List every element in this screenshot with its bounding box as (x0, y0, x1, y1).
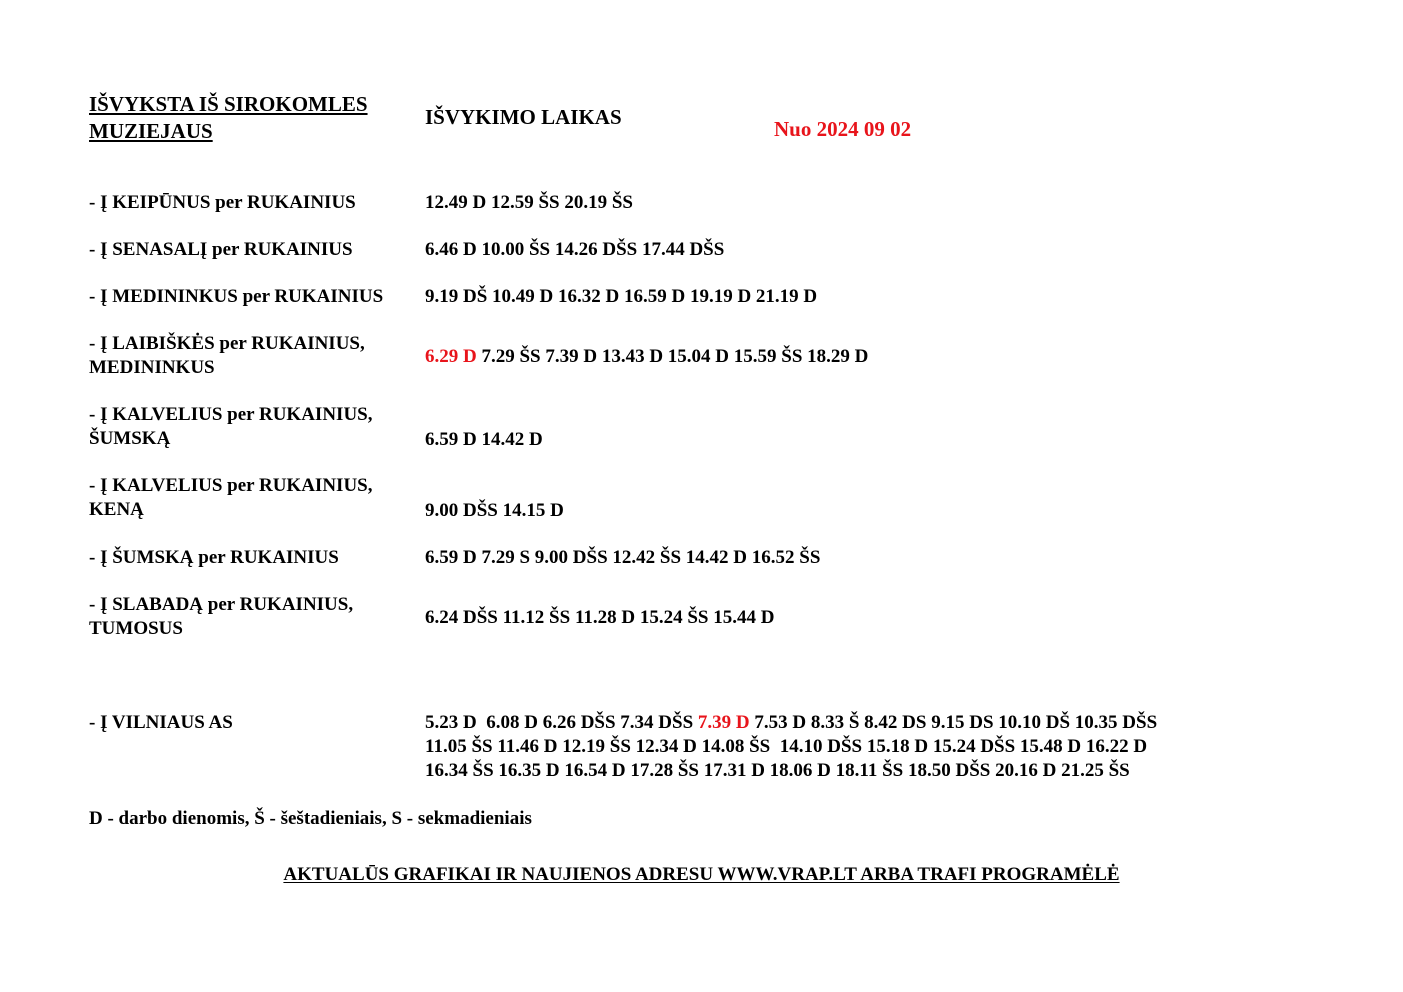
highlighted-time: 6.29 D (425, 346, 477, 367)
highlighted-time: 7.39 D (697, 712, 750, 733)
footer-text: AKTUALŪS GRAFIKAI IR NAUJIENOS ADRESU WWW.VRAP.LT ARBA TRAFI PROGRAMĖLĖ (283, 864, 1120, 885)
route-times: 9.19 DŠ 10.49 D 16.32 D 16.59 D 19.19 D 21.19 D (425, 286, 818, 307)
route-destination: - Į SLABADĄ per RUKAINIUS, TUMOSUS (89, 594, 354, 639)
route-times: 6.59 D 14.42 D (425, 429, 543, 450)
departure-heading (89, 91, 368, 145)
route-destination: - Į KEIPŪNUS per RUKAINIUS (89, 192, 356, 213)
route-destination: - Į KALVELIUS per RUKAINIUS, KENĄ (89, 475, 373, 520)
footer-notice (0, 863, 1403, 887)
departure-heading-line1: IŠVYKSTA IŠ SIROKOMLES (89, 92, 368, 116)
route-destination: - Į ŠUMSKĄ per RUKAINIUS (89, 547, 339, 568)
route-destination: - Į MEDININKUS per RUKAINIUS (89, 286, 384, 307)
departure-time-heading: IŠVYKIMO LAIKAS (425, 105, 622, 129)
route-times: 6.29 D 7.29 ŠS 7.39 D 13.43 D 15.04 D 15.59 ŠS 18.29 D (425, 346, 869, 367)
route-times: 5.23 D 6.08 D 6.26 DŠS 7.34 DŠS 7.39 D 7.53 D 8.33 Š 8.42 DS 9.15 DS 10.10 DŠ 10.35 DŠS 11.05 ŠS 11.46 D 12.19 ŠS 12.34 D 14.08 ŠS 14.10 DŠS 15.18 D 15.24 DŠS 15.48 D 16.22 D 16.34 ŠS 16.35 D 16.54 D 17.28 ŠS 17.31 D 18.06 D 18.11 ŠS 18.50 DŠS 20.16 D 21.25 ŠS (425, 712, 1158, 781)
route-times: 12.49 D 12.59 ŠS 20.19 ŠS (425, 192, 633, 213)
route-destination: - Į KALVELIUS per RUKAINIUS, ŠUMSKĄ (89, 404, 373, 449)
route-destination: - Į LAIBIŠKĖS per RUKAINIUS, MEDININKUS (89, 333, 365, 378)
route-destination: - Į SENASALĮ per RUKAINIUS (89, 239, 353, 260)
route-destination: - Į VILNIAUS AS (89, 712, 233, 733)
legend: D - darbo dienomis, Š - šeštadieniais, S - sekmadieniais (89, 808, 532, 829)
route-times: 6.46 D 10.00 ŠS 14.26 DŠS 17.44 DŠS (425, 239, 725, 260)
route-times: 6.59 D 7.29 S 9.00 DŠS 12.42 ŠS 14.42 D 16.52 ŠS (425, 547, 821, 568)
route-times: 6.24 DŠS 11.12 ŠS 11.28 D 15.24 ŠS 15.44 D (425, 607, 775, 628)
valid-from-date: Nuo 2024 09 02 (774, 117, 912, 141)
departure-heading-line2: MUZIEJAUS (89, 119, 213, 143)
route-times: 9.00 DŠS 14.15 D (425, 500, 564, 521)
